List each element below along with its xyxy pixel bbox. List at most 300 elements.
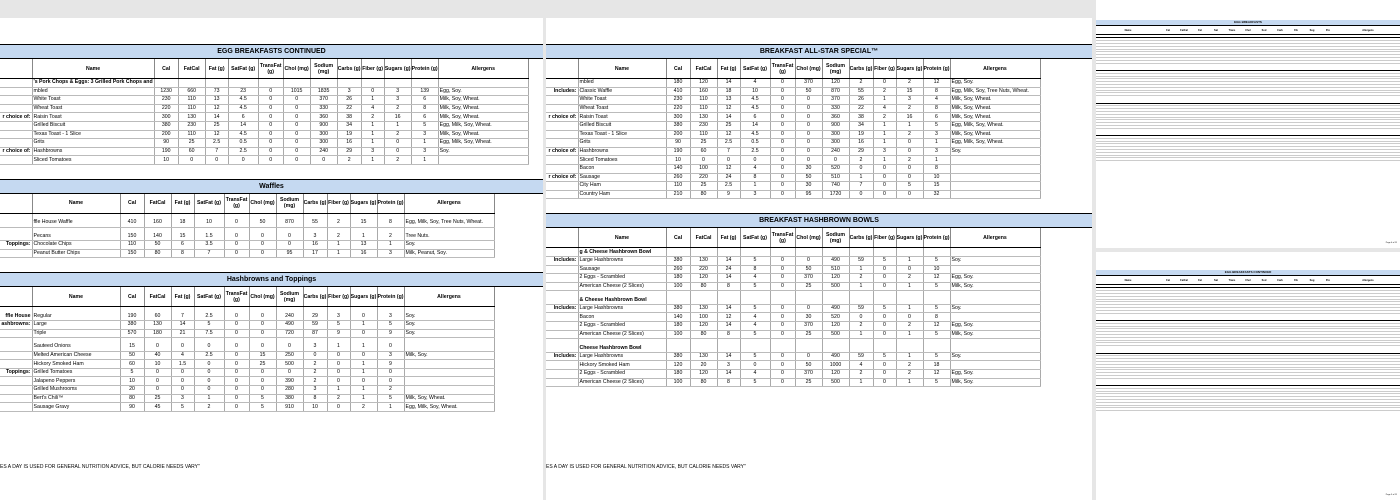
allergens-cell: Milk, Soy. <box>950 378 1040 387</box>
value-cell: 0 <box>384 147 411 156</box>
value-cell: 13 <box>717 96 740 105</box>
value-cell: 0 <box>144 368 171 377</box>
value-cell: 0 <box>795 96 822 105</box>
value-cell: 870 <box>276 219 303 227</box>
value-cell: 1 <box>350 386 377 395</box>
value-cell: 1 <box>361 121 384 130</box>
value-cell <box>690 296 717 304</box>
column-header: Carbs (g) <box>849 59 873 79</box>
value-cell: 520 <box>822 313 849 322</box>
item-name: Sausage Gravy <box>32 403 120 412</box>
value-cell: 0 <box>249 343 276 351</box>
item-name: Grits <box>578 139 666 148</box>
value-cell: 5 <box>740 282 770 291</box>
table-row <box>0 219 494 227</box>
value-cell: 50 <box>249 219 276 227</box>
value-cell: 5 <box>411 121 438 130</box>
allergens-cell <box>438 79 528 88</box>
item-name: Grits <box>32 139 154 148</box>
value-cell: 130 <box>690 113 717 122</box>
value-cell: 25 <box>249 360 276 369</box>
table-row <box>546 248 1040 257</box>
value-cell: 5 <box>120 368 144 377</box>
item-name: Hashbrowns <box>578 147 666 156</box>
mini-page-bottom <box>1096 252 1400 500</box>
value-cell <box>822 296 849 304</box>
value-cell: 1 <box>873 121 896 130</box>
value-cell: 12 <box>717 130 740 139</box>
table-row <box>0 121 528 130</box>
value-cell: 0 <box>194 386 224 395</box>
value-cell: 740 <box>822 182 849 191</box>
value-cell: 0 <box>873 173 896 182</box>
row-group-label <box>0 87 32 96</box>
value-cell: 3 <box>377 312 404 320</box>
table-row <box>546 344 1040 352</box>
value-cell: 24 <box>717 173 740 182</box>
value-cell <box>873 296 896 304</box>
column-header: SatFat (g) <box>194 287 224 307</box>
value-cell: 410 <box>120 219 144 227</box>
table-row <box>0 139 528 148</box>
table-row <box>546 304 1040 313</box>
value-cell: 110 <box>690 96 717 105</box>
table-row <box>0 320 494 329</box>
value-cell: 2 <box>849 156 873 165</box>
value-cell: 12 <box>923 274 950 283</box>
allergens-cell: Tree Nuts. <box>404 233 494 241</box>
nutrition-table <box>546 228 1041 387</box>
value-cell: 490 <box>822 304 849 313</box>
column-header: Fiber (g) <box>361 59 384 79</box>
item-name: Country Ham <box>578 190 666 199</box>
mini-bottom-header: Name Cal FatCal Fat Sat Trans Chol Sod Carb Fib Sug Pro Allergens <box>1096 276 1400 285</box>
allergens-cell: Milk, Soy, Wheat. <box>950 130 1040 139</box>
value-cell: 9 <box>717 190 740 199</box>
row-group-label <box>546 370 578 379</box>
value-cell: 14 <box>205 113 228 122</box>
value-cell: 2 <box>327 394 350 403</box>
item-name: Grilled Biscuit <box>578 121 666 130</box>
value-cell: 0 <box>873 182 896 191</box>
item-name: Sauteed Onions <box>32 343 120 351</box>
item-name: Wheat Toast <box>578 104 666 113</box>
value-cell: 0 <box>224 233 249 241</box>
allergens-cell: Milk, Soy. <box>950 330 1040 339</box>
value-cell: 0 <box>228 156 258 165</box>
value-cell: 240 <box>310 147 337 156</box>
table-row <box>546 121 1040 130</box>
value-cell: 0 <box>224 329 249 338</box>
value-cell: 180 <box>666 370 690 379</box>
value-cell: 3 <box>896 96 923 105</box>
row-group-label: ffle House <box>0 312 32 320</box>
value-cell: 370 <box>795 79 822 88</box>
value-cell: 25 <box>795 282 822 291</box>
value-cell: 4 <box>740 79 770 88</box>
value-cell: 7 <box>194 249 224 258</box>
value-cell: 1 <box>327 386 350 395</box>
allergens-cell: Egg, Milk, Soy, Wheat. <box>950 139 1040 148</box>
value-cell: 1 <box>849 265 873 274</box>
value-cell: 3 <box>384 87 411 96</box>
value-cell: 4 <box>923 96 950 105</box>
item-name: Texas Toast - 1 Slice <box>578 130 666 139</box>
column-header: Protein (g) <box>411 59 438 79</box>
value-cell: 5 <box>740 304 770 313</box>
table-row <box>546 313 1040 322</box>
value-cell: 0 <box>770 87 795 96</box>
value-cell: 0 <box>171 386 194 395</box>
column-header: Fiber (g) <box>873 59 896 79</box>
value-cell <box>740 344 770 352</box>
column-header: Chol (mg) <box>795 59 822 79</box>
allergens-cell <box>404 368 494 377</box>
column-header: TransFat (g) <box>258 59 283 79</box>
value-cell: 8 <box>717 330 740 339</box>
value-cell: 1 <box>873 156 896 165</box>
value-cell: 180 <box>666 322 690 331</box>
value-cell <box>896 296 923 304</box>
allergens-cell: Egg, Soy. <box>950 370 1040 379</box>
value-cell: 230 <box>690 121 717 130</box>
value-cell: 50 <box>795 173 822 182</box>
value-cell: 1 <box>896 304 923 313</box>
value-cell: 15 <box>120 343 144 351</box>
value-cell: 0 <box>205 156 228 165</box>
value-cell: 12 <box>717 313 740 322</box>
item-name: 's Pork Chops & Eggs: 3 Grilled Pork Chops and <box>33 79 153 86</box>
allergens-cell <box>950 265 1040 274</box>
value-cell: 0 <box>258 113 283 122</box>
value-cell <box>770 296 795 304</box>
value-cell: 110 <box>666 182 690 191</box>
value-cell: 0 <box>795 156 822 165</box>
value-cell: 38 <box>849 113 873 122</box>
allergens-cell: Milk, Soy, Wheat. <box>438 104 528 113</box>
value-cell: 8 <box>303 394 327 403</box>
row-group-label: Includes: <box>546 304 578 313</box>
value-cell: 130 <box>690 352 717 361</box>
column-header: Sugars (g) <box>384 59 411 79</box>
value-cell: 520 <box>822 164 849 173</box>
value-cell: 0 <box>770 147 795 156</box>
value-cell: 220 <box>690 173 717 182</box>
value-cell: 1 <box>361 96 384 105</box>
left-sections <box>0 44 543 412</box>
column-header: Fat (g) <box>171 194 194 214</box>
value-cell <box>310 79 337 88</box>
value-cell: 2.5 <box>194 312 224 320</box>
table-row <box>0 104 528 113</box>
value-cell: 25 <box>178 139 205 148</box>
column-header: Cal <box>120 194 144 214</box>
value-cell: 26 <box>849 96 873 105</box>
value-cell <box>717 248 740 257</box>
value-cell: 29 <box>303 312 327 320</box>
header-label-spacer <box>0 287 32 307</box>
column-header: Fiber (g) <box>327 194 350 214</box>
value-cell: 16 <box>337 139 361 148</box>
item-name: Hickory Smoked Ham <box>32 360 120 369</box>
value-cell: 0 <box>873 164 896 173</box>
value-cell: 230 <box>178 121 205 130</box>
value-cell: 8 <box>740 265 770 274</box>
value-cell: 300 <box>310 130 337 139</box>
table-row <box>546 164 1040 173</box>
value-cell: 0 <box>896 265 923 274</box>
table-row <box>0 351 494 360</box>
value-cell: 120 <box>690 79 717 88</box>
table-row <box>546 296 1040 304</box>
value-cell: 0 <box>224 219 249 227</box>
item-name: Bacon <box>578 164 666 173</box>
value-cell: 0 <box>249 386 276 395</box>
value-cell: 0 <box>770 304 795 313</box>
value-cell: 0 <box>194 343 224 351</box>
value-cell: 1 <box>849 378 873 387</box>
value-cell: 7 <box>717 147 740 156</box>
value-cell: 2.5 <box>740 147 770 156</box>
value-cell: 0 <box>144 386 171 395</box>
item-name: Melted American Cheese <box>32 351 120 360</box>
value-cell: 59 <box>849 304 873 313</box>
value-cell: 0 <box>770 370 795 379</box>
value-cell: 1.5 <box>171 360 194 369</box>
value-cell: 50 <box>795 361 822 370</box>
value-cell: 0 <box>258 87 283 96</box>
row-group-label <box>546 104 578 113</box>
value-cell: 15 <box>249 351 276 360</box>
value-cell: 3 <box>377 351 404 360</box>
column-header: Carbs (g) <box>849 228 873 248</box>
value-cell: 370 <box>795 322 822 331</box>
table-row <box>0 79 528 88</box>
allergens-cell <box>950 156 1040 165</box>
value-cell: 380 <box>120 320 144 329</box>
row-group-label <box>546 190 578 199</box>
value-cell: 0 <box>327 377 350 386</box>
value-cell: 2 <box>896 361 923 370</box>
value-cell <box>896 344 923 352</box>
row-group-label: Includes: <box>546 256 578 265</box>
value-cell: 0 <box>377 368 404 377</box>
value-cell: 200 <box>666 130 690 139</box>
row-group-label: r choice of: <box>546 113 578 122</box>
value-cell: 3 <box>873 147 896 156</box>
table-row <box>0 377 494 386</box>
value-cell: 0 <box>224 403 249 412</box>
value-cell: 0 <box>873 322 896 331</box>
table-row <box>546 265 1040 274</box>
value-cell: 190 <box>120 312 144 320</box>
table-header-row <box>0 287 494 307</box>
value-cell: 5 <box>923 352 950 361</box>
value-cell <box>873 248 896 257</box>
column-header: Allergens <box>950 228 1040 248</box>
value-cell: 1 <box>873 96 896 105</box>
value-cell: 3 <box>327 312 350 320</box>
value-cell <box>666 296 690 304</box>
table-row <box>546 87 1040 96</box>
value-cell: 5 <box>171 403 194 412</box>
row-group-label <box>0 121 32 130</box>
value-cell: 8 <box>923 164 950 173</box>
item-name: Hickory Smoked Ham <box>578 361 666 370</box>
column-header: Fiber (g) <box>873 228 896 248</box>
column-header: TransFat (g) <box>770 59 795 79</box>
value-cell <box>770 248 795 257</box>
table-row <box>0 360 494 369</box>
value-cell: 3 <box>377 249 404 258</box>
value-cell: 4 <box>740 313 770 322</box>
value-cell: 0 <box>283 147 310 156</box>
column-header: Protein (g) <box>923 59 950 79</box>
allergens-cell: Milk, Soy. <box>404 351 494 360</box>
item-name: White Toast <box>578 96 666 105</box>
value-cell: 100 <box>666 378 690 387</box>
value-cell: 1 <box>361 156 384 165</box>
row-group-label <box>0 233 32 241</box>
value-cell: 0 <box>770 96 795 105</box>
value-cell <box>690 344 717 352</box>
value-cell: 34 <box>849 121 873 130</box>
allergens-cell: Egg, Milk, Soy, Tree Nuts, Wheat. <box>950 87 1040 96</box>
value-cell: 5 <box>740 330 770 339</box>
value-cell: 0 <box>795 139 822 148</box>
table-row <box>546 96 1040 105</box>
value-cell: 20 <box>690 361 717 370</box>
value-cell: 5 <box>194 320 224 329</box>
value-cell <box>717 344 740 352</box>
value-cell: 25 <box>690 139 717 148</box>
value-cell: 0 <box>849 190 873 199</box>
value-cell: 0 <box>258 130 283 139</box>
value-cell: 120 <box>690 274 717 283</box>
table-row <box>546 322 1040 331</box>
value-cell: 80 <box>690 190 717 199</box>
value-cell: 0 <box>283 156 310 165</box>
value-cell: 3 <box>740 190 770 199</box>
value-cell: 3.5 <box>194 241 224 250</box>
value-cell: 2 <box>873 87 896 96</box>
value-cell: 110 <box>690 130 717 139</box>
item-name: City Ham <box>578 182 666 191</box>
value-cell: 0 <box>770 164 795 173</box>
page-left <box>0 18 543 500</box>
value-cell: 0 <box>178 156 205 165</box>
allergens-cell <box>950 296 1040 304</box>
row-group-label <box>546 344 578 352</box>
column-header: Name <box>32 287 120 307</box>
row-group-label: r choice of: <box>546 147 578 156</box>
value-cell: 0 <box>283 96 310 105</box>
item-name: Wheat Toast <box>32 104 154 113</box>
column-header: Protein (g) <box>377 194 404 214</box>
row-group-label <box>0 351 32 360</box>
table-row <box>0 368 494 377</box>
value-cell: 2 <box>896 79 923 88</box>
value-cell <box>154 79 178 88</box>
value-cell: 3 <box>303 343 327 351</box>
column-header: Name <box>32 194 120 214</box>
value-cell: 8 <box>717 378 740 387</box>
value-cell <box>690 248 717 257</box>
value-cell: 0 <box>350 312 377 320</box>
value-cell: 0 <box>873 361 896 370</box>
value-cell: 6 <box>740 113 770 122</box>
value-cell <box>666 248 690 257</box>
value-cell: 0 <box>896 164 923 173</box>
table-row <box>546 361 1040 370</box>
column-header: Sodium (mg) <box>822 59 849 79</box>
value-cell: 10 <box>666 156 690 165</box>
row-group-label <box>0 130 32 139</box>
value-cell: 380 <box>154 121 178 130</box>
value-cell: 25 <box>717 121 740 130</box>
value-cell: 14 <box>717 79 740 88</box>
value-cell: 0 <box>770 274 795 283</box>
table-row <box>0 96 528 105</box>
value-cell: 3 <box>923 130 950 139</box>
allergens-cell: Soy. <box>950 256 1040 265</box>
table-row <box>546 330 1040 339</box>
item-name: Sliced Tomatoes <box>578 156 666 165</box>
value-cell: 200 <box>154 130 178 139</box>
value-cell: 1 <box>849 282 873 291</box>
value-cell: 1 <box>849 173 873 182</box>
value-cell: 12 <box>717 104 740 113</box>
value-cell: 30 <box>795 313 822 322</box>
value-cell: 360 <box>310 113 337 122</box>
value-cell <box>795 248 822 257</box>
value-cell: 18 <box>923 361 950 370</box>
section-title: EGG BREAKFASTS CONTINUED <box>0 44 543 59</box>
value-cell: 0 <box>740 361 770 370</box>
item-name: Bacon <box>578 313 666 322</box>
value-cell: 80 <box>144 249 171 258</box>
value-cell <box>849 248 873 257</box>
allergens-cell: Soy. <box>950 304 1040 313</box>
value-cell: 0 <box>327 360 350 369</box>
value-cell: 5 <box>740 378 770 387</box>
value-cell: 8 <box>717 282 740 291</box>
column-header: TransFat (g) <box>224 287 249 307</box>
item-name: Jalapeno Peppers <box>32 377 120 386</box>
value-cell: 7 <box>849 182 873 191</box>
value-cell: 1.5 <box>194 233 224 241</box>
value-cell: 34 <box>337 121 361 130</box>
row-group-label <box>546 248 578 257</box>
value-cell: 0 <box>310 156 337 165</box>
allergens-cell: Egg, Soy. <box>950 79 1040 88</box>
value-cell: 2 <box>377 233 404 241</box>
value-cell: 40 <box>144 351 171 360</box>
mini-top-title: EGG BREAKFASTS <box>1096 20 1400 26</box>
value-cell: 4.5 <box>740 96 770 105</box>
value-cell: 23 <box>228 87 258 96</box>
value-cell: 150 <box>120 233 144 241</box>
value-cell: 19 <box>337 130 361 139</box>
value-cell: 120 <box>666 361 690 370</box>
value-cell: 3 <box>361 147 384 156</box>
item-name: ffle House Waffle <box>32 219 120 227</box>
value-cell: 900 <box>310 121 337 130</box>
value-cell: 1230 <box>154 87 178 96</box>
value-cell <box>896 248 923 257</box>
value-cell: 0 <box>717 156 740 165</box>
value-cell: 0 <box>770 182 795 191</box>
